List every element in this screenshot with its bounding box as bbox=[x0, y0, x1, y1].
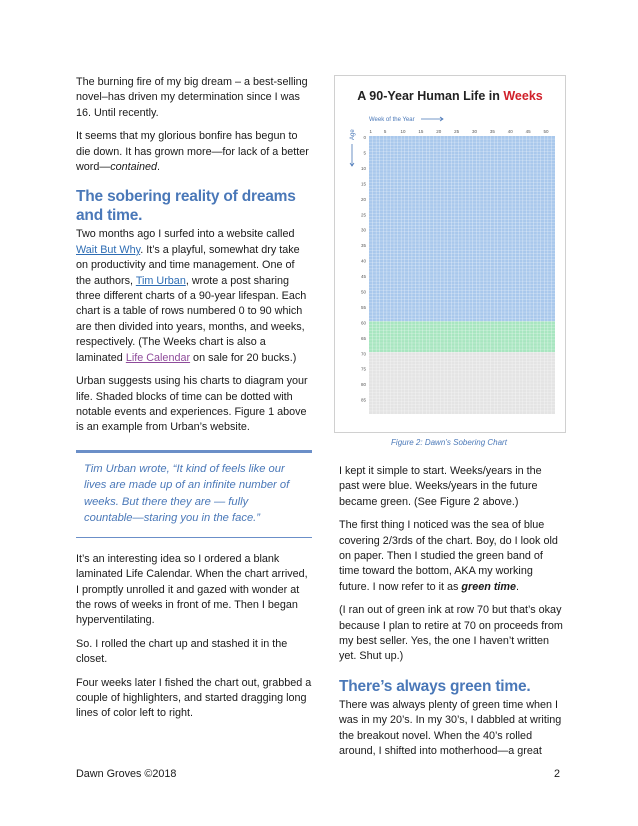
week-tick-label: 30 bbox=[472, 129, 478, 134]
text: on sale for 20 bucks.) bbox=[190, 351, 297, 364]
paragraph: (I ran out of green ink at row 70 but that’s okay because I plan to retire at 70 on proceeds from my best seller. Yes, the one I haven’t written yet. Shut up.) bbox=[339, 604, 563, 663]
age-tick-label: 50 bbox=[360, 289, 366, 295]
week-tick-label: 1 bbox=[369, 129, 373, 134]
week-tick-label: 10 bbox=[400, 129, 406, 134]
age-tick-label: 15 bbox=[360, 181, 366, 187]
paragraph: Four weeks later I fished the chart out, grabbed a couple of highlighters, and started dragging long lines of color left to right. bbox=[76, 676, 312, 720]
text: The first thing I noticed was the sea of blue covering 2/3rds of the chart. Boy, do I look old on paper. Then I studied the green band of time toward the bottom, AKA my working future. I now refer to it as bbox=[339, 519, 558, 593]
x-axis-label: Week of the Year bbox=[369, 117, 415, 123]
age-tick-label: 30 bbox=[360, 227, 366, 233]
week-tick-label: 5 bbox=[383, 129, 387, 134]
week-tick-label: 50 bbox=[543, 129, 549, 134]
text: . bbox=[516, 580, 520, 593]
pull-quote bbox=[76, 450, 312, 538]
age-tick-label: 75 bbox=[360, 366, 366, 372]
left-column bbox=[76, 75, 312, 730]
paragraph bbox=[76, 227, 312, 366]
wait-but-why-link[interactable]: Wait But Why bbox=[76, 243, 141, 256]
text: . It’s a playful, somewhat dry take on productivity and time management. One of the authors, bbox=[76, 243, 300, 287]
week-tick-label: 35 bbox=[489, 129, 495, 134]
paragraph: I kept it simple to start. Weeks/years in the past were blue. Weeks/years in the future became green. (See Figure 2 above.) bbox=[339, 465, 542, 508]
chart-title-weeks: Weeks bbox=[503, 89, 543, 103]
week-tick-label: 15 bbox=[418, 129, 424, 134]
page-number: 2 bbox=[554, 768, 561, 780]
week-tick-label: 45 bbox=[525, 129, 531, 134]
paragraph: It’s an interesting idea so I ordered a blank laminated Life Calendar. When the chart arrived, I promptly unrolled it and gazed with wonder at the rows of weeks in front of me. Then I began hyperventilating. bbox=[76, 552, 308, 627]
y-axis-label: Age bbox=[350, 129, 356, 140]
paragraph: There was always plenty of green time when I was in my 20’s. In my 30’s, I dabbled at writing the breakout novel. When the 40’s rolled around, I shifted into motherhood—a great bbox=[339, 698, 562, 758]
week-tick-label: 40 bbox=[507, 129, 513, 134]
age-tick-label: 45 bbox=[360, 274, 366, 280]
age-tick-label: 0 bbox=[363, 135, 366, 141]
text: . bbox=[157, 161, 161, 174]
right-column bbox=[339, 464, 563, 768]
figure-caption: Figure 2: Dawn’s Sobering Chart bbox=[391, 438, 507, 447]
age-tick-label: 5 bbox=[363, 150, 366, 156]
chart-title-part: A 90-Year Human Life in bbox=[357, 89, 504, 103]
life-weeks-chart bbox=[335, 76, 565, 432]
y-axis-arrow-icon bbox=[350, 144, 354, 166]
emphasis: contained bbox=[110, 161, 158, 174]
age-tick-label: 55 bbox=[360, 304, 366, 310]
text: Two months ago I surfed into a website called bbox=[76, 228, 295, 241]
section-heading: There’s always green time. bbox=[339, 677, 531, 695]
age-tick-label: 60 bbox=[360, 320, 366, 326]
paragraph: The burning fire of my big dream – a best-selling novel–has driven my determination since I was 16. Until recently. bbox=[76, 76, 308, 119]
age-tick-label: 65 bbox=[360, 335, 366, 341]
x-axis-arrow-icon bbox=[421, 117, 443, 121]
age-tick-label: 40 bbox=[360, 258, 366, 264]
life-weeks-chart-figure bbox=[334, 75, 566, 433]
age-tick-label: 85 bbox=[360, 397, 366, 403]
pull-quote-text: Tim Urban wrote, “It kind of feels like our lives are made up of an infinite number of weeks. But there they are — fully countable—staring you in the face.” bbox=[84, 462, 290, 525]
tim-urban-link[interactable]: Tim Urban bbox=[135, 274, 186, 287]
text: It seems that my glorious bonfire has begun to die down. It has grown more—for lack of a better word— bbox=[76, 130, 309, 174]
age-tick-label: 10 bbox=[360, 165, 366, 171]
week-tick-label: 20 bbox=[436, 129, 442, 134]
age-tick-label: 35 bbox=[360, 243, 366, 249]
chart-title bbox=[357, 89, 543, 103]
age-tick-label: 25 bbox=[360, 212, 366, 218]
paragraph bbox=[339, 518, 563, 595]
week-tick-label: 25 bbox=[454, 129, 460, 134]
section-heading: The sobering reality of dreams and time. bbox=[76, 188, 296, 225]
paragraph: Urban suggests using his charts to diagram your life. Shaded blocks of time can be dotted with notable events and experiences. Figure 1 above is an example from Urban’s website. bbox=[76, 375, 308, 434]
emphasis: green time bbox=[461, 580, 517, 593]
paragraph bbox=[76, 129, 312, 175]
age-tick-label: 70 bbox=[360, 351, 366, 357]
age-tick-label: 20 bbox=[360, 196, 366, 202]
text: , wrote a post sharing three different charts of a 90-year lifespan. Each chart is a table of rows numbered 0 to 90 which are then divided into years, months, and weeks, respectively. (The Weeks chart is also a laminated bbox=[76, 274, 307, 364]
age-tick-label: 80 bbox=[360, 382, 366, 388]
footer-author: Dawn Groves ©2018 bbox=[76, 768, 177, 780]
paragraph: So. I rolled the chart up and stashed it in the closet. bbox=[76, 637, 288, 666]
life-calendar-link[interactable]: Life Calendar bbox=[125, 351, 191, 364]
